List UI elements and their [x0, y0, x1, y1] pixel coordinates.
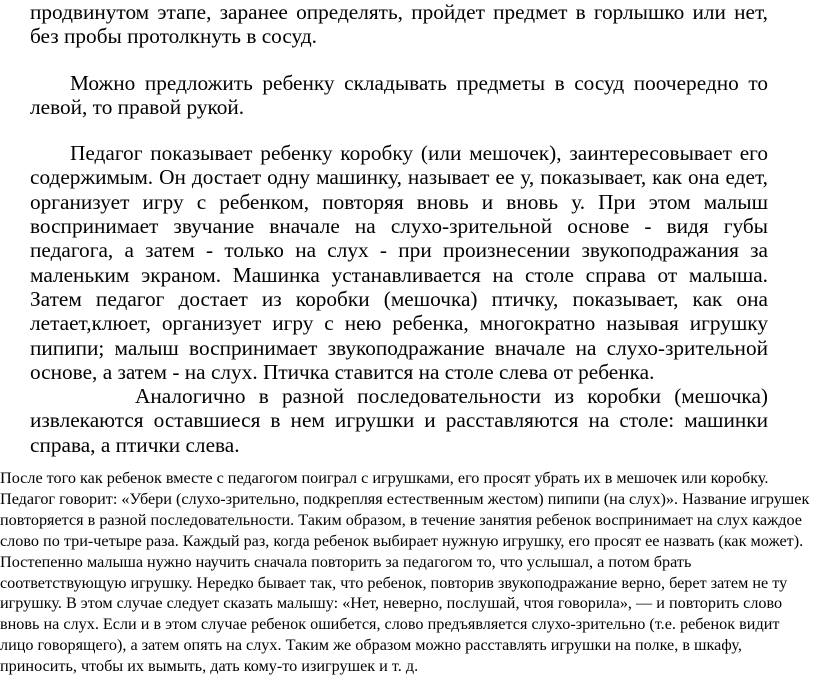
- paragraph-gap: [30, 49, 768, 71]
- paragraph-gap: [30, 119, 768, 141]
- paragraph-continuation: продвинутом этапе, заранее определять, пройдет предмет в горлышко или нет, без пробы протолкнуть в сосуд.: [30, 0, 768, 49]
- paragraph-similarly: Аналогично в разной последовательности из коробки (мешочка) извлекаются оставшиеся в нем игрушки и расставляются на столе: машинки справа, а птички слева.: [30, 384, 768, 457]
- paragraph-put-away-toys: После того как ребенок вместе с педагогом поиграл с игрушками, его просят убрать их в мешочек или коробку. Педагог говорит: «Убери (слухо-зрительно, подкрепляя естественным жестом) пипипи (на слух)». Название игрушек повторяется в разной последовательности. Таким образом, в течение занятия ребенок воспринимает на слух каждое слово по три-четыре раза. Каждый раз, когда ребенок выбирает нужную игрушку, его просят ее назвать (как может). Постепенно малыша нужно научить сначала повторить за педагогом то, что услышал, а потом брать соответствующую игрушку. Нередко бывает так, что ребенок, повторив звукоподражание верно, берет затем не ту игрушку. В этом случае следует сказать малышу: «Нет, неверно, послушай, чтоя говорила», — и повторить слово вновь на слух. Если и в этом случае ребенок ошибется, слово предъявляется слухо-зрительно (т.е. ребенок видит лицо говорящего), а затем опять на слух. Таким же образом можно расставлять игрушки на полке, в шкафу, приносить, чтобы их вымыть, дать кому-то изигрушек и т. д.: [0, 469, 810, 676]
- paragraph-alternate-hands: Можно предложить ребенку складывать предметы в сосуд поочередно то левой, то правой рукой.: [30, 70, 768, 119]
- main-text-block: [30, 0, 768, 457]
- paragraph-teacher-box: Педагог показывает ребенку коробку (или мешочек), заинтересовывает его содержимым. Он достает одну машинку, называет ее у, показывает, как она едет, организует игру с ребенком, повторяя вновь и вновь у. При этом малыш воспринимает звучание вначале на слухо-зрительной основе - видя губы педагога, а затем - только на слух - при произнесении звукоподражания за маленьким экраном. Машинка устанавливается на столе справа от малыша. Затем педагог достает из коробки (мешочка) птичку, показывает, как она летает,клюет, организует игру с нею ребенка, многократно называя игрушку пипипи; малыш воспринимает звукоподражание вначале на слухо-зрительной основе, а затем - на слух. Птичка ставится на столе слева от ребенка.: [30, 141, 768, 384]
- secondary-text-block: [0, 468, 812, 677]
